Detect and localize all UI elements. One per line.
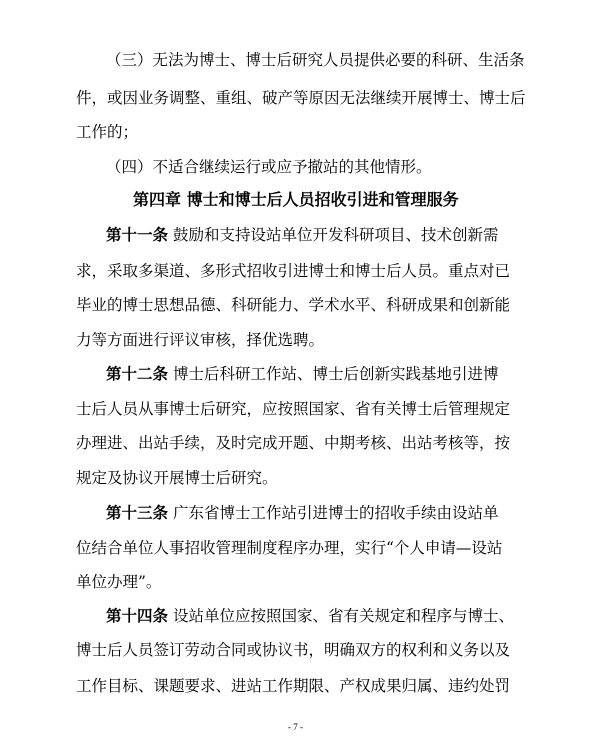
article-first-line	[106, 225, 591, 245]
article-title: 第十三条	[106, 503, 169, 522]
text-line: （三）无法为博士、博士后研究人员提供必要的科研、生活条	[106, 51, 525, 69]
article-text: 鼓励和支持设站单位开发科研项目、技术创新需	[168, 226, 499, 244]
text-line: （四）不适合继续运行或应予撤站的其他情形。	[106, 158, 432, 176]
text-line: 工作目标、课题要求、进站工作期限、产权成果归属、违约处罚	[76, 677, 511, 695]
text-line: 位结合单位人事招收管理制度程序办理，实行“个人申请—设站	[76, 539, 503, 557]
chapter-heading: 第四章 博士和博士后人员招收引进和管理服务	[133, 190, 459, 209]
text-line: 毕业的博士思想品德、科研能力、学术水平、科研成果和创新能	[76, 296, 511, 314]
text-line: 单位办理”。	[76, 573, 162, 591]
text-line: 件，或因业务调整、重组、破产等原因无法继续开展博士、博士后	[76, 89, 526, 107]
text-line: 规定及协议开展博士后研究。	[76, 469, 278, 487]
text-line: 力等方面进行评议审核，择优选聘。	[76, 331, 325, 349]
article-title: 第十一条	[106, 225, 169, 244]
text-line: 办理进、出站手续，及时完成开题、中期考核、出站考核等，按	[76, 434, 511, 452]
article-title: 第十二条	[106, 364, 169, 383]
text-line: 工作的；	[76, 123, 139, 141]
text-line: 士后人员从事博士后研究，应按照国家、省有关博士后管理规定	[76, 400, 511, 418]
article-first-line	[106, 503, 591, 523]
article-text: 博士后科研工作站、博士后创新实践基地引进博	[168, 365, 499, 383]
page-number: - 7 -	[288, 722, 303, 732]
text-line: 求，采取多渠道、多形式招收引进博士和博士后人员。重点对已	[76, 262, 511, 280]
article-first-line	[106, 606, 591, 626]
text-line: 博士后人员签订劳动合同或协议书，明确双方的权利和义务以及	[76, 641, 511, 659]
article-text: 设站单位应按照国家、省有关规定和程序与博士、	[168, 607, 514, 625]
article-text: 广东省博士工作站引进博士的招收手续由设站单	[168, 504, 499, 522]
article-first-line	[106, 364, 591, 384]
article-title: 第十四条	[106, 606, 169, 625]
